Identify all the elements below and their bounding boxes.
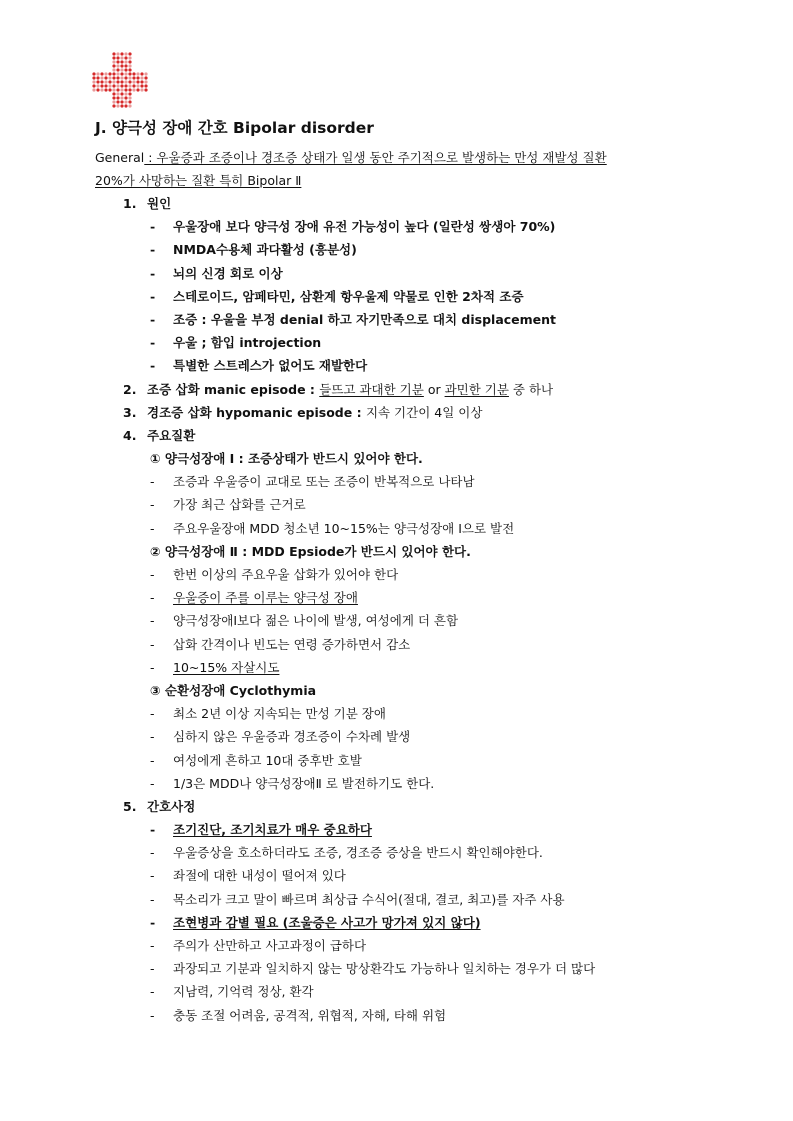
list-item: - 조증 : 우울을 부정 denial 하고 자기만족으로 대치 displacement [150, 311, 557, 327]
section-2-heading: 2. 조증 삽화 manic episode : 들뜨고 과대한 기분 or 과민한 기분 중 하나 [95, 378, 695, 401]
section-title: 원인 [147, 196, 172, 211]
subsection-heading: ① 양극성장애 Ⅰ : 조증상태가 반드시 있어야 한다. [150, 451, 423, 467]
list-item: - 충동 조절 어려움, 공격적, 위협적, 자해, 타해 위험 [150, 1007, 447, 1023]
subsection-heading: ③ 순환성장애 Cyclothymia [150, 682, 317, 698]
section-title: 조증 삽화 manic episode : [147, 381, 320, 397]
list-item: - 가장 최근 삽화를 근거로 [150, 497, 306, 513]
general-description [95, 146, 695, 192]
list-item: - 지남력, 기억력 정상, 환각 [150, 984, 314, 1000]
section-1-heading [95, 192, 695, 215]
list-item: - 심하지 않은 우울증과 경조증이 수차례 발생 [150, 729, 411, 745]
section-number: 1. [123, 196, 137, 211]
section-title: 경조증 삽화 hypomanic episode : [147, 404, 366, 420]
section-title: 주요질환 [147, 427, 196, 443]
manic-mood-2: 과민한 기분 [444, 381, 509, 397]
list-item: - 주의가 산만하고 사고과정이 급하다 [150, 938, 367, 953]
general-line-1: : 우울증과 조증이나 경조증 상태가 일생 동안 주기적으로 발생하는 만성 재발성 질환 [144, 150, 607, 165]
general-label: General [95, 150, 145, 165]
list-item: - 목소리가 크고 말이 빠르며 최상급 수식어(절대, 결코, 최고)를 자주 사용 [150, 891, 565, 907]
list-item: - 조기진단, 조기치료가 매우 중요하다 [150, 822, 372, 838]
general-line-2: 20%가 사망하는 질환 특히 Bipolar Ⅱ [95, 173, 302, 188]
document-body [95, 116, 695, 1027]
list-item: - 조증과 우울증이 교대로 또는 조증이 반복적으로 나타남 [150, 474, 475, 490]
list-item: - 우울장애 보다 양극성 장애 유전 가능성이 높다 (일란성 쌍생아 70%) [150, 219, 556, 235]
list-item: - 최소 2년 이상 지속되는 만성 기분 장애 [150, 706, 386, 722]
section-5-heading [95, 795, 695, 818]
list-item: - 조현병과 감별 필요 (조울증은 사고가 망가져 있지 않다) [150, 914, 481, 930]
list-item: - NMDA수용체 과다활성 (흥분성) [150, 242, 357, 258]
subsection-heading: ② 양극성장애 Ⅱ : MDD Epsiode가 반드시 있어야 한다. [150, 543, 471, 559]
manic-mood-1: 들뜨고 과대한 기분 [319, 381, 424, 397]
section-number: 2. [123, 381, 137, 397]
list-item: - 주요우울장애 MDD 청소년 10~15%는 양극성장애 Ⅰ으로 발전 [150, 520, 515, 536]
red-cross-logo [92, 52, 148, 108]
list-item: - 여성에게 흔하고 10대 중후반 호발 [150, 752, 362, 768]
list-item: - 특별한 스트레스가 없어도 재발한다 [150, 358, 368, 374]
section-4-heading [95, 424, 695, 447]
list-item: - 스테로이드, 암페타민, 삼환계 항우울제 약물로 인한 2차적 조증 [150, 288, 524, 304]
section-3-heading [95, 401, 695, 424]
list-item: - 삽화 간격이나 빈도는 연령 증가하면서 감소 [150, 636, 411, 652]
list-item: - 우울증상을 호소하더라도 조증, 경조증 증상을 반드시 확인해야한다. [150, 845, 543, 861]
section-detail: 지속 기간이 4일 이상 [365, 404, 483, 420]
list-item: - 좌절에 대한 내성이 떨어져 있다 [150, 868, 346, 884]
page-title: J. 양극성 장애 간호 Bipolar disorder [95, 119, 374, 137]
list-item: - 1/3은 MDD나 양극성장애Ⅱ 로 발전하기도 한다. [150, 775, 435, 791]
list-item: - 10~15% 자살시도 [150, 659, 280, 675]
list-item: - 뇌의 신경 회로 이상 [150, 265, 283, 281]
section-number: 3. [123, 404, 137, 420]
list-item: - 우울증이 주를 이루는 양극성 장애 [150, 590, 358, 606]
list-item: - 우울 ; 함입 introjection [150, 335, 322, 351]
section-number: 5. [123, 798, 137, 814]
section-title: 간호사정 [147, 798, 196, 814]
list-item: - 한번 이상의 주요우울 삽화가 있어야 한다 [150, 567, 399, 582]
section-number: 4. [123, 427, 137, 443]
list-item: - 과장되고 기분과 일치하지 않는 망상환각도 가능하나 일치하는 경우가 더 많다 [150, 961, 596, 977]
list-item: - 양극성장애Ⅰ보다 젊은 나이에 발생, 여성에게 더 흔함 [150, 613, 459, 629]
